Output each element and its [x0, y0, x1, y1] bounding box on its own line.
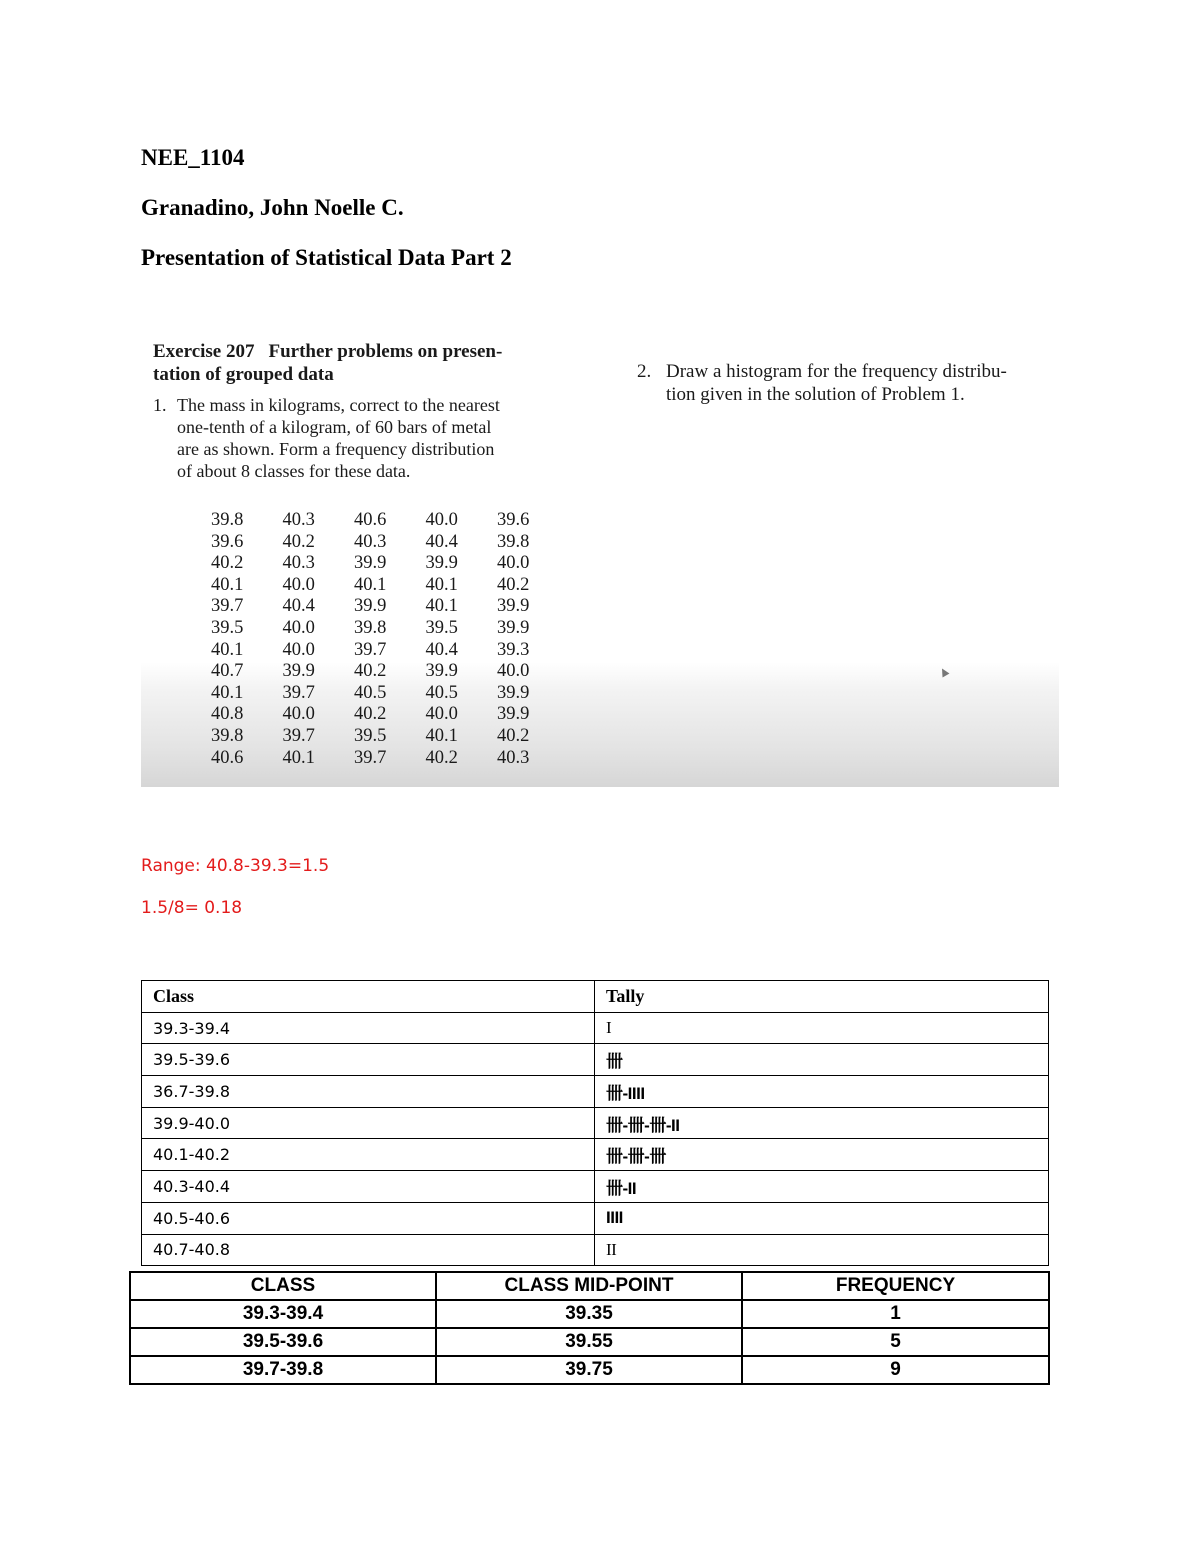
mass-value: 40.0	[282, 639, 315, 660]
mass-value: 39.9	[497, 617, 530, 638]
mass-value: 40.0	[425, 510, 458, 530]
tally-marks: 卌	[595, 1044, 1049, 1076]
mass-data-row	[211, 748, 569, 770]
mass-value: 40.1	[211, 639, 244, 660]
mass-value: 39.8	[354, 617, 387, 638]
mass-value: 39.6	[211, 531, 244, 552]
mass-value: 40.5	[354, 682, 387, 703]
mass-value: 39.9	[425, 553, 458, 574]
mass-value: 40.7	[211, 661, 244, 682]
problem-1-line: are as shown. Form a frequency distribution	[177, 439, 495, 459]
document-title: Presentation of Statistical Data Part 2	[141, 245, 512, 270]
mass-value: 40.6	[354, 510, 387, 530]
header-class-midpoint: CLASS MID-POINT	[436, 1272, 742, 1300]
tally-marks: I	[595, 1012, 1049, 1044]
class-interval: 40.1-40.2	[142, 1139, 595, 1171]
mass-value: 39.8	[497, 531, 530, 552]
mass-value: 40.2	[497, 574, 530, 595]
tally-marks: II	[595, 1234, 1049, 1266]
mass-data-row	[211, 661, 569, 683]
mass-value: 40.3	[282, 510, 315, 530]
tally-marks: 卌-卌-卌-II	[595, 1107, 1049, 1139]
mass-value: 39.7	[211, 596, 244, 617]
mass-value: 39.9	[354, 553, 387, 574]
mass-data-row	[211, 532, 569, 554]
mass-value: 39.9	[425, 661, 458, 682]
frequency-row	[130, 1356, 1049, 1384]
class-midpoint: 39.55	[436, 1328, 742, 1356]
class-interval: 39.3-39.4	[130, 1300, 436, 1328]
tally-marks: 卌-IIII	[595, 1076, 1049, 1108]
tally-row	[142, 1107, 1049, 1139]
mass-data-row	[211, 726, 569, 748]
mass-value: 40.8	[211, 704, 244, 725]
mass-data-row	[211, 618, 569, 640]
problem-1	[153, 394, 553, 482]
class-interval: 36.7-39.8	[142, 1076, 595, 1108]
mass-value: 40.2	[354, 704, 387, 725]
mass-value: 40.0	[497, 553, 530, 574]
mass-data-row	[211, 640, 569, 662]
mass-value: 40.1	[354, 574, 387, 595]
student-name: Granadino, John Noelle C.	[141, 195, 404, 220]
frequency-value: 1	[742, 1300, 1049, 1328]
mass-data-row	[211, 575, 569, 597]
class-width-calculation: 1.5/8= 0.18	[141, 898, 243, 918]
mass-value: 39.5	[211, 617, 244, 638]
textbook-excerpt-image	[141, 330, 1059, 787]
class-interval: 40.5-40.6	[142, 1202, 595, 1234]
frequency-row	[130, 1300, 1049, 1328]
mass-data-grid	[211, 510, 569, 769]
problem-2-line: tion given in the solution of Problem 1.	[666, 384, 965, 405]
mass-value: 39.5	[354, 725, 387, 746]
frequency-header-row	[130, 1272, 1049, 1300]
mass-value: 39.9	[282, 661, 315, 682]
tally-marks: IIII	[595, 1202, 1049, 1234]
problem-2-number: 2.	[637, 361, 652, 382]
problem-2-line: Draw a histogram for the frequency distribu-	[666, 361, 1007, 382]
class-interval: 39.3-39.4	[142, 1012, 595, 1044]
mass-value: 39.3	[497, 639, 530, 660]
header-class: CLASS	[130, 1272, 436, 1300]
mass-data-row	[211, 553, 569, 575]
tally-row	[142, 1202, 1049, 1234]
mass-value: 40.4	[425, 639, 458, 660]
mass-value: 40.1	[211, 682, 244, 703]
mass-value: 40.0	[282, 704, 315, 725]
mass-value: 40.2	[354, 661, 387, 682]
mass-value: 40.1	[425, 596, 458, 617]
mass-value: 40.1	[282, 747, 315, 768]
tally-row	[142, 1139, 1049, 1171]
exercise-number: Exercise 207	[153, 341, 255, 362]
mass-data-row	[211, 596, 569, 618]
mass-value: 40.6	[211, 747, 244, 768]
mass-data-row	[211, 704, 569, 726]
exercise-heading	[153, 340, 553, 386]
frequency-table	[129, 1271, 1050, 1385]
exercise-title-line1: Further problems on presen-	[268, 341, 503, 362]
mass-value: 40.1	[425, 574, 458, 595]
mass-value: 40.2	[211, 553, 244, 574]
mass-value: 39.7	[282, 682, 315, 703]
problem-1-line: one-tenth of a kilogram, of 60 bars of metal	[177, 417, 492, 437]
range-calculation: Range: 40.8-39.3=1.5	[141, 856, 330, 876]
mass-value: 39.5	[425, 617, 458, 638]
frequency-value: 5	[742, 1328, 1049, 1356]
mass-value: 39.7	[354, 747, 387, 768]
class-interval: 40.7-40.8	[142, 1234, 595, 1266]
problem-1-line: of about 8 classes for these data.	[177, 461, 411, 481]
mass-value: 40.3	[497, 747, 530, 768]
class-interval: 39.7-39.8	[130, 1356, 436, 1384]
tally-row	[142, 1044, 1049, 1076]
class-interval: 39.9-40.0	[142, 1107, 595, 1139]
class-interval: 39.5-39.6	[142, 1044, 595, 1076]
header-frequency: FREQUENCY	[742, 1272, 1049, 1300]
tally-header-row	[142, 981, 1049, 1013]
class-interval: 40.3-40.4	[142, 1171, 595, 1203]
mass-value: 39.9	[497, 596, 530, 617]
mass-value: 40.4	[425, 531, 458, 552]
mass-value: 40.5	[425, 682, 458, 703]
mass-value: 40.0	[497, 661, 530, 682]
header-class: Class	[142, 981, 595, 1013]
tally-row	[142, 1076, 1049, 1108]
mass-value: 40.1	[425, 725, 458, 746]
mass-value: 40.1	[211, 574, 244, 595]
mass-value: 40.2	[497, 725, 530, 746]
problem-2	[637, 360, 1057, 406]
mass-value: 40.0	[282, 574, 315, 595]
mass-value: 40.0	[425, 704, 458, 725]
problem-1-line: The mass in kilograms, correct to the nearest	[177, 395, 500, 415]
mass-value: 39.8	[211, 510, 244, 530]
class-midpoint: 39.75	[436, 1356, 742, 1384]
mass-value: 39.8	[211, 725, 244, 746]
mass-value: 39.6	[497, 510, 530, 530]
mass-value: 40.3	[354, 531, 387, 552]
mass-value: 39.9	[354, 596, 387, 617]
frequency-row	[130, 1328, 1049, 1356]
tally-table	[141, 980, 1049, 1266]
tally-marks: 卌-II	[595, 1171, 1049, 1203]
problem-1-number: 1.	[153, 395, 167, 415]
frequency-value: 9	[742, 1356, 1049, 1384]
mass-value: 39.9	[497, 682, 530, 703]
tally-row	[142, 1234, 1049, 1266]
mass-value: 39.7	[282, 725, 315, 746]
class-midpoint: 39.35	[436, 1300, 742, 1328]
mass-data-row	[211, 510, 569, 532]
mass-value: 39.9	[497, 704, 530, 725]
mass-data-row	[211, 683, 569, 705]
course-code: NEE_1104	[141, 145, 245, 170]
mass-value: 39.7	[354, 639, 387, 660]
mass-value: 40.3	[282, 553, 315, 574]
mouse-cursor-icon	[939, 667, 950, 678]
tally-row	[142, 1012, 1049, 1044]
exercise-title-line2: tation of grouped data	[153, 364, 334, 385]
tally-row	[142, 1171, 1049, 1203]
mass-value: 40.2	[425, 747, 458, 768]
mass-value: 40.4	[282, 596, 315, 617]
mass-value: 40.2	[282, 531, 315, 552]
tally-marks: 卌-卌-卌	[595, 1139, 1049, 1171]
header-tally: Tally	[595, 981, 1049, 1013]
class-interval: 39.5-39.6	[130, 1328, 436, 1356]
mass-value: 40.0	[282, 617, 315, 638]
